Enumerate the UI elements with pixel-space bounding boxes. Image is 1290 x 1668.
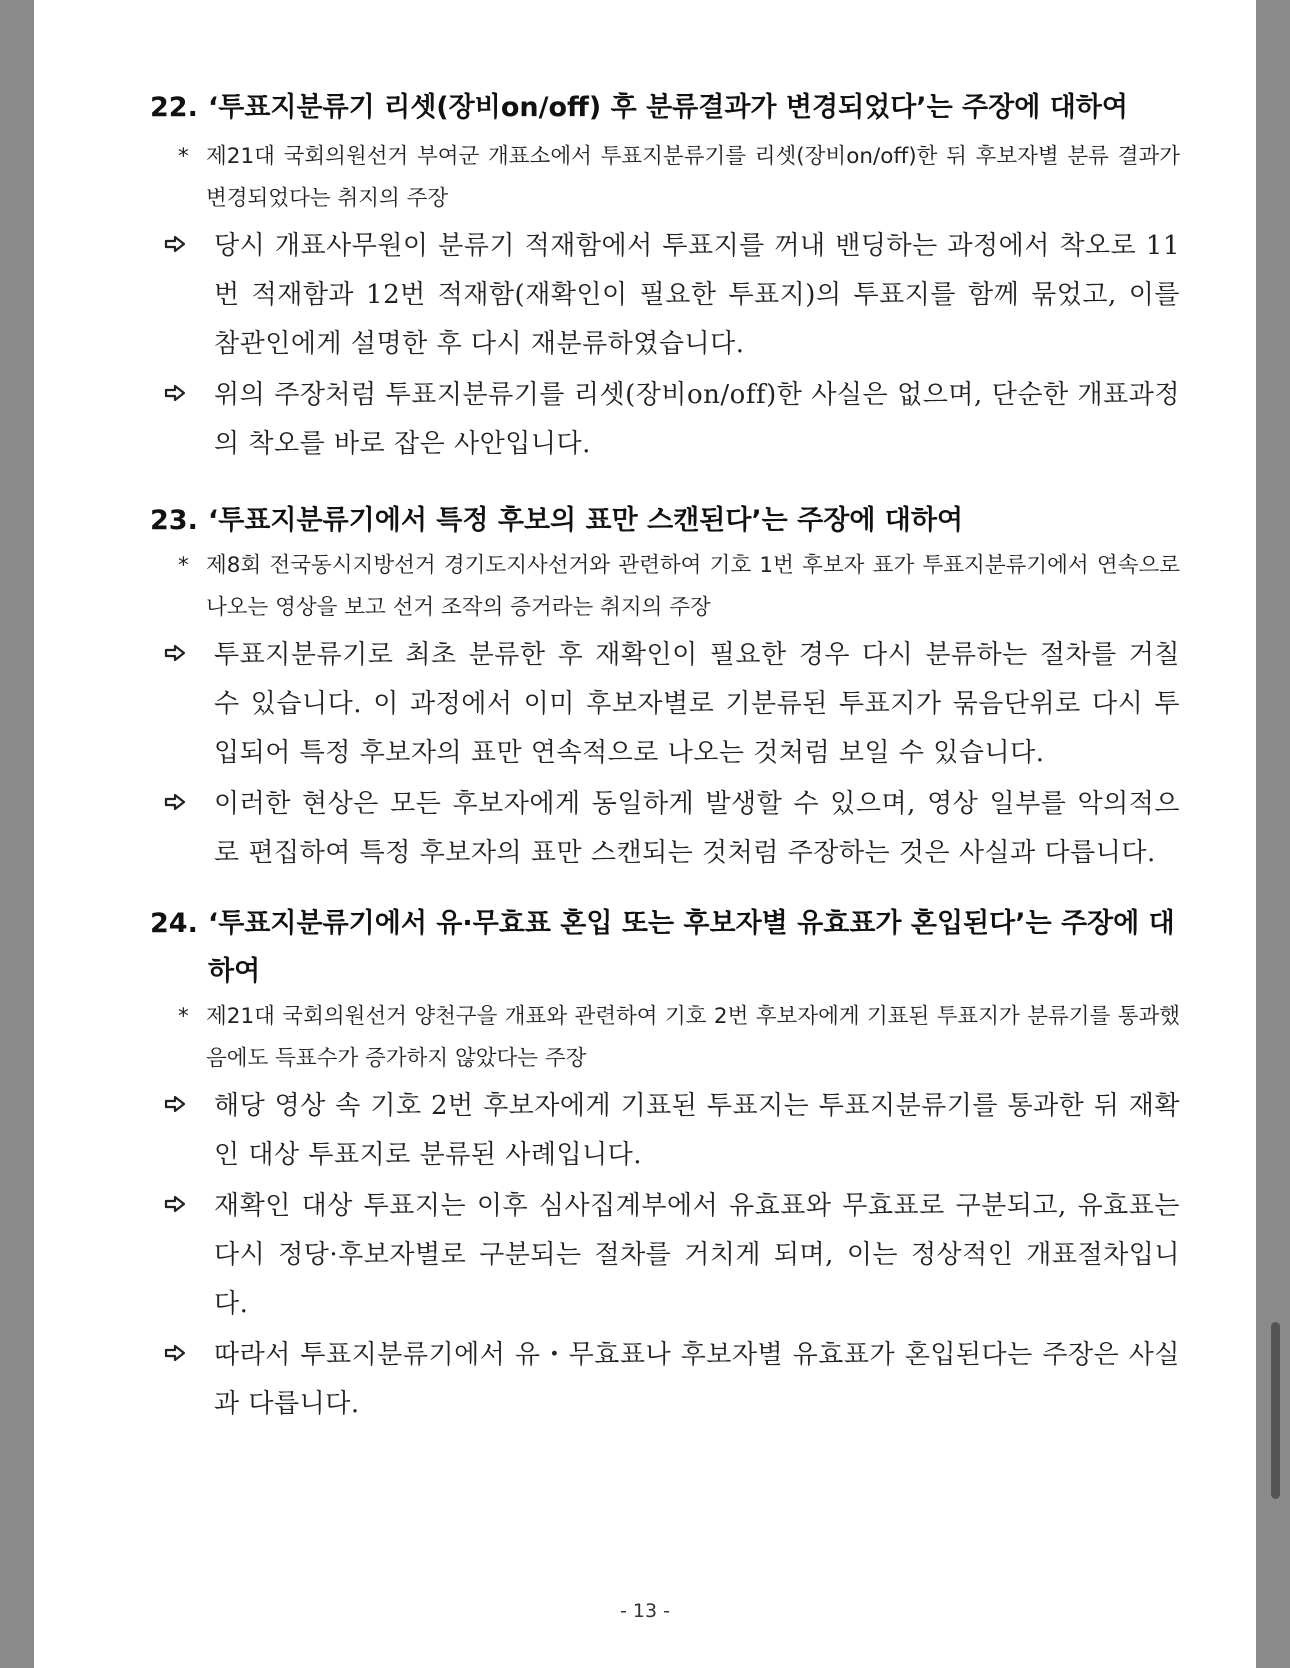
note-text: 제21대 국회의원선거 양천구을 개표와 관련하여 기호 2번 후보자에게 기표된 투표지가 분류기를 통과했음에도 득표수가 증가하지 않았다는 주장 xyxy=(206,1004,1180,1071)
point-text: 투표지분류기로 최초 분류한 후 재확인이 필요한 경우 다시 분류하는 절차를 거칠 수 있습니다. 이 과정에서 이미 후보자별로 기분류된 투표지가 묶음단위로 다시 투입되어 특정 후보자의 표만 연속적으로 나오는 것처럼 보일 수 있습니다. xyxy=(214,640,1180,768)
section-title: ‘투표지분류기에서 유·무효표 혼입 또는 후보자별 유효표가 혼입된다’는 주장에 대하여 xyxy=(208,908,1175,987)
section-title: ‘투표지분류기에서 특정 후보의 표만 스캔된다’는 주장에 대하여 xyxy=(208,505,964,536)
claim-note xyxy=(178,136,1180,220)
page-content xyxy=(150,84,1180,1429)
right-arrow-icon xyxy=(164,1331,214,1429)
scrollbar-thumb[interactable] xyxy=(1271,1322,1280,1499)
page-number: - 13 - xyxy=(620,1600,670,1622)
claim-note xyxy=(178,996,1180,1080)
response-point xyxy=(164,1182,1180,1329)
right-arrow-icon xyxy=(164,371,214,469)
response-point xyxy=(164,631,1180,778)
section-number: 23. xyxy=(150,505,198,536)
section-title: ‘투표지분류기 리셋(장비on/off) 후 분류결과가 변경되었다’는 주장에 대하여 xyxy=(208,92,1128,123)
right-arrow-icon xyxy=(164,1082,214,1180)
right-arrow-icon xyxy=(164,780,214,878)
point-text: 당시 개표사무원이 분류기 적재함에서 투표지를 꺼내 밴딩하는 과정에서 착오로 11번 적재함과 12번 적재함(재확인이 필요한 투표지)의 투표지를 함께 묶었고, 이를 참관인에게 설명한 후 다시 재분류하였습니다. xyxy=(214,231,1180,359)
document-page xyxy=(34,0,1256,1668)
right-arrow-icon xyxy=(164,222,214,369)
note-text: 제21대 국회의원선거 부여군 개표소에서 투표지분류기를 리셋(장비on/off)한 뒤 후보자별 분류 결과가 변경되었다는 취지의 주장 xyxy=(206,144,1180,211)
section-22 xyxy=(150,84,1180,469)
point-text: 해당 영상 속 기호 2번 후보자에게 기표된 투표지는 투표지분류기를 통과한 뒤 재확인 대상 투표지로 분류된 사례입니다. xyxy=(214,1091,1180,1170)
section-24 xyxy=(150,900,1180,1429)
asterisk-marker: * xyxy=(178,144,189,169)
point-text: 재확인 대상 투표지는 이후 심사집계부에서 유효표와 무효표로 구분되고, 유효표는 다시 정당·후보자별로 구분되는 절차를 거치게 되며, 이는 정상적인 개표절차입니다. xyxy=(214,1191,1180,1319)
asterisk-marker: * xyxy=(178,553,189,578)
point-text: 위의 주장처럼 투표지분류기를 리셋(장비on/off)한 사실은 없으며, 단순한 개표과정의 착오를 바로 잡은 사안입니다. xyxy=(214,380,1180,459)
section-23 xyxy=(150,497,1180,878)
section-number: 24. xyxy=(150,908,198,939)
response-point xyxy=(164,1082,1180,1180)
response-point xyxy=(164,1331,1180,1429)
section-heading xyxy=(150,497,1180,545)
point-text: 이러한 현상은 모든 후보자에게 동일하게 발생할 수 있으며, 영상 일부를 악의적으로 편집하여 특정 후보자의 표만 스캔되는 것처럼 주장하는 것은 사실과 다릅니다. xyxy=(214,789,1180,868)
note-text: 제8회 전국동시지방선거 경기도지사선거와 관련하여 기호 1번 후보자 표가 투표지분류기에서 연속으로 나오는 영상을 보고 선거 조작의 증거라는 취지의 주장 xyxy=(206,553,1180,620)
section-number: 22. xyxy=(150,92,198,123)
point-text: 따라서 투표지분류기에서 유・무효표나 후보자별 유효표가 혼입된다는 주장은 사실과 다릅니다. xyxy=(214,1340,1180,1419)
asterisk-marker: * xyxy=(178,1004,189,1029)
section-heading xyxy=(150,84,1180,132)
response-point xyxy=(164,780,1180,878)
response-point xyxy=(164,222,1180,369)
section-heading xyxy=(150,900,1180,996)
right-arrow-icon xyxy=(164,1182,214,1329)
response-point xyxy=(164,371,1180,469)
right-arrow-icon xyxy=(164,631,214,778)
claim-note xyxy=(178,545,1180,629)
